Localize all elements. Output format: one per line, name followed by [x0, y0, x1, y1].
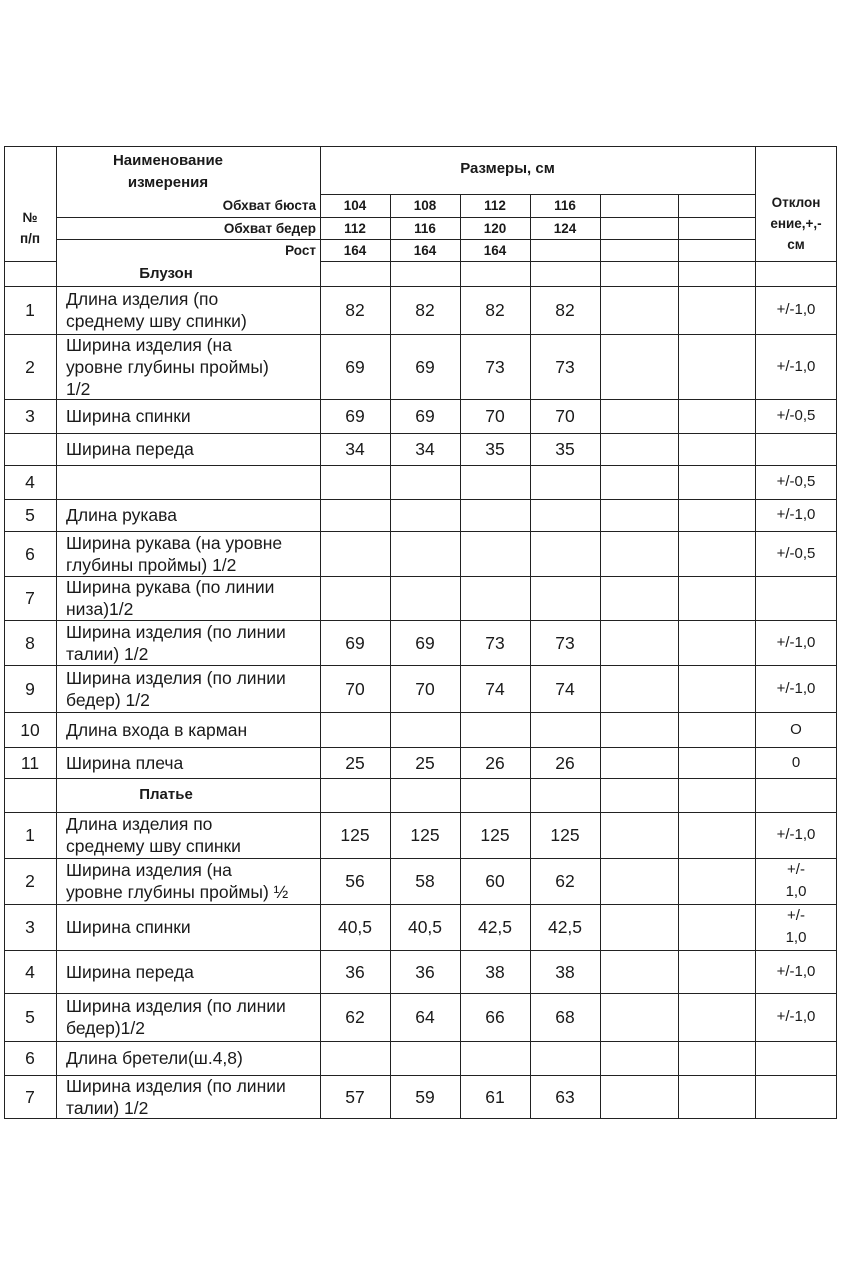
- size-value: 69: [415, 356, 435, 377]
- deviation-value: +/-0,5: [776, 473, 816, 490]
- size-value: 68: [555, 1007, 575, 1027]
- hips-value: 112: [344, 220, 366, 236]
- deviation-value: +/-1,0: [776, 826, 816, 843]
- hips-value: 116: [414, 220, 436, 236]
- row-number: 11: [20, 752, 40, 773]
- grid-line: [4, 778, 837, 779]
- measurement-name: Ширина рукава (на уровне глубины проймы) 1/2: [66, 532, 283, 575]
- grid-line: [320, 146, 321, 1118]
- measurement-name: Ширина спинки: [66, 917, 191, 937]
- deviation-value: +/-1,0: [776, 357, 816, 375]
- row-number: 3: [25, 406, 35, 426]
- row-number: 5: [25, 1007, 35, 1027]
- deviation-value: +/-1,0: [776, 962, 816, 980]
- size-value: 42,5: [547, 917, 583, 937]
- grid-line: [460, 194, 461, 1118]
- size-value: 36: [345, 961, 365, 982]
- size-value: 42,5: [477, 917, 513, 937]
- size-value: 58: [415, 871, 435, 891]
- measurement-name: Длина рукава: [66, 505, 177, 525]
- size-value: 63: [555, 1086, 575, 1107]
- measurement-name: Ширина изделия (по линии талии) 1/2: [66, 621, 286, 664]
- grid-line: [4, 261, 56, 262]
- size-value: 59: [415, 1086, 435, 1107]
- size-value: 82: [485, 300, 505, 320]
- row-number: 4: [25, 472, 35, 492]
- size-value: 34: [345, 439, 365, 459]
- deviation-value: +/-1,0: [776, 679, 816, 697]
- deviation-value: +/-1,0: [776, 633, 816, 651]
- row-number: 7: [25, 588, 35, 608]
- deviation-value: +/-1,0: [776, 506, 816, 523]
- grid-line: [530, 194, 531, 1118]
- size-value: 82: [345, 300, 365, 320]
- size-value: 35: [555, 439, 575, 459]
- size-value: 73: [485, 356, 505, 377]
- size-value: 40,5: [407, 917, 443, 937]
- row-number: 7: [25, 1086, 35, 1107]
- size-value: 125: [480, 825, 510, 845]
- row-number: 4: [25, 961, 35, 982]
- row-number: 1: [25, 300, 35, 320]
- grid-line: [4, 146, 837, 147]
- measurement-name: Ширина переда: [66, 439, 194, 459]
- section-title: Блузон: [139, 264, 193, 282]
- grid-line: [4, 433, 837, 434]
- deviation-value: +/-1,0: [776, 301, 816, 318]
- height-value: 164: [413, 242, 437, 258]
- grid-line: [4, 858, 837, 859]
- size-value: 35: [485, 439, 505, 459]
- hips-label: Обхват бедер: [223, 220, 316, 236]
- grid-line: [836, 146, 837, 1118]
- measurement-name: Длина изделия по среднему шву спинки: [66, 814, 241, 856]
- row-number: 3: [25, 917, 35, 937]
- deviation-value: +/-1,0: [776, 1008, 816, 1025]
- grid-line: [4, 620, 837, 621]
- size-chart-table: [4, 146, 837, 1118]
- size-value: 82: [415, 300, 435, 320]
- grid-line: [56, 217, 755, 218]
- grid-line: [4, 993, 837, 994]
- row-number: 2: [25, 871, 35, 891]
- measurement-name: Ширина изделия (на уровне глубины проймы) ½: [66, 860, 289, 902]
- size-value: 38: [555, 961, 575, 982]
- measurement-name: Ширина рукава (по линии низа)1/2: [66, 577, 275, 619]
- grid-line: [4, 665, 837, 666]
- hips-value: 120: [483, 220, 507, 236]
- row-number: 6: [25, 1048, 35, 1068]
- size-value: 36: [415, 961, 435, 982]
- size-value: 64: [415, 1007, 435, 1027]
- grid-line: [56, 146, 57, 1118]
- grid-line: [320, 194, 755, 195]
- grid-line: [4, 1075, 837, 1076]
- measurement-name: Ширина плеча: [66, 752, 184, 773]
- size-value: 70: [345, 678, 365, 699]
- deviation-value: +/-0,5: [776, 544, 816, 562]
- grid-line: [56, 239, 755, 240]
- grid-line: [4, 146, 5, 1118]
- size-value: 74: [555, 678, 575, 699]
- size-value: 73: [555, 356, 575, 377]
- size-value: 82: [555, 300, 575, 320]
- measurement-name: Ширина изделия (по линии бедер)1/2: [66, 996, 286, 1038]
- size-value: 60: [485, 871, 505, 891]
- size-value: 66: [485, 1007, 505, 1027]
- grid-line: [4, 334, 837, 335]
- size-value: 34: [415, 439, 435, 459]
- deviation-header: Отклон ение,+,- см: [770, 195, 822, 252]
- size-value: 74: [485, 678, 505, 699]
- deviation-value: +/-0,5: [776, 407, 816, 424]
- deviation-value: 0: [791, 753, 801, 771]
- grid-line: [4, 950, 837, 951]
- size-value: 69: [345, 356, 365, 377]
- grid-line: [390, 194, 391, 1118]
- measurement-name: Ширина спинки: [66, 406, 191, 426]
- bust-label: Обхват бюста: [222, 198, 316, 213]
- size-value: 57: [345, 1086, 365, 1107]
- bust-value: 112: [484, 198, 506, 213]
- bust-value: 104: [343, 198, 367, 213]
- measurement-name-header: Наименование измерения: [112, 152, 224, 191]
- size-value: 69: [345, 406, 365, 426]
- row-number: 8: [25, 632, 35, 653]
- grid-line: [4, 399, 837, 400]
- grid-line: [4, 747, 837, 748]
- size-value: 125: [550, 825, 580, 845]
- grid-line: [4, 1118, 837, 1119]
- bust-value: 108: [413, 198, 437, 213]
- row-number: 6: [25, 543, 35, 564]
- size-value: 73: [485, 632, 505, 653]
- grid-line: [755, 146, 756, 1118]
- size-value: 62: [345, 1007, 365, 1027]
- height-value: 164: [343, 242, 367, 258]
- size-value: 125: [340, 825, 370, 845]
- size-value: 69: [415, 406, 435, 426]
- row-number: 9: [25, 678, 35, 699]
- height-value: 164: [483, 242, 507, 258]
- deviation-value: +/- 1,0: [785, 907, 807, 946]
- row-number: 10: [20, 719, 40, 740]
- size-value: 69: [345, 632, 365, 653]
- height-label: Рост: [285, 242, 316, 258]
- grid-line: [755, 261, 837, 262]
- measurement-name: Ширина переда: [66, 961, 194, 982]
- deviation-value: O: [790, 720, 802, 738]
- size-value: 62: [555, 871, 575, 891]
- row-number-header: № п/п: [19, 209, 41, 246]
- size-value: 70: [555, 406, 575, 426]
- measurement-name: Длина бретели(ш.4,8): [66, 1048, 243, 1068]
- bust-value: 116: [554, 198, 576, 213]
- grid-line: [600, 194, 601, 1118]
- size-value: 26: [555, 752, 575, 773]
- grid-line: [678, 194, 679, 1118]
- size-value: 40,5: [337, 917, 373, 937]
- measurement-name: Длина изделия (по среднему шву спинки): [66, 289, 247, 331]
- measurement-name: Длина входа в карман: [66, 719, 248, 740]
- size-value: 70: [485, 406, 505, 426]
- size-value: 25: [345, 752, 365, 773]
- row-number: 2: [25, 356, 35, 377]
- size-value: 70: [415, 678, 435, 699]
- row-number: 5: [25, 505, 35, 525]
- size-value: 125: [410, 825, 440, 845]
- size-value: 38: [485, 961, 505, 982]
- section-title: Платье: [139, 786, 193, 803]
- grid-line: [320, 261, 755, 262]
- sizes-header: Размеры, см: [460, 160, 555, 177]
- deviation-value: +/- 1,0: [785, 861, 807, 900]
- grid-line: [4, 531, 837, 532]
- grid-line: [4, 904, 837, 905]
- grid-line: [4, 1041, 837, 1042]
- row-number: 1: [25, 825, 35, 845]
- hips-value: 124: [553, 220, 577, 236]
- grid-line: [4, 499, 837, 500]
- measurement-name: Ширина изделия (по линии талии) 1/2: [66, 1075, 286, 1118]
- grid-line: [4, 465, 837, 466]
- grid-line: [4, 812, 837, 813]
- grid-line: [4, 712, 837, 713]
- size-value: 56: [345, 871, 365, 891]
- size-value: 69: [415, 632, 435, 653]
- size-value: 25: [415, 752, 435, 773]
- measurement-name: Ширина изделия (по линии бедер) 1/2: [66, 667, 286, 710]
- measurement-name: Ширина изделия (на уровне глубины проймы) 1/2: [66, 334, 269, 399]
- grid-line: [4, 286, 837, 287]
- size-value: 26: [485, 752, 505, 773]
- size-value: 61: [485, 1086, 505, 1107]
- grid-line: [4, 576, 837, 577]
- size-value: 73: [555, 632, 575, 653]
